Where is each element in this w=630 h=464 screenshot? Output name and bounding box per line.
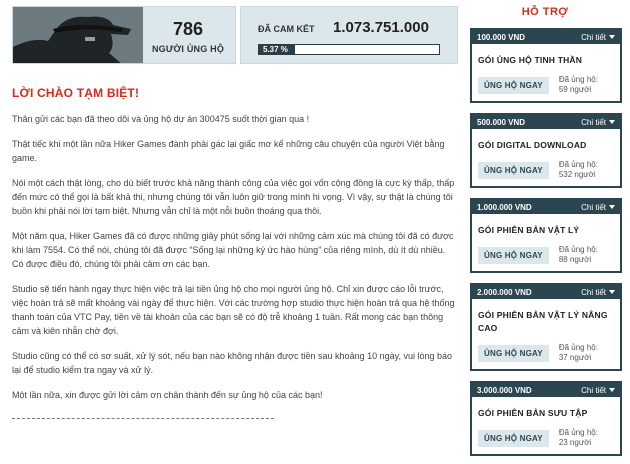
tier-header: [472, 285, 620, 299]
support-now-button[interactable]: ỦNG HỘ NGAY: [478, 430, 549, 447]
caret-down-icon: [609, 120, 615, 124]
funding-progress-bar: [258, 44, 440, 55]
tier-detail-toggle[interactable]: Chi tiết: [581, 203, 615, 212]
support-now-button[interactable]: ỦNG HỘ NGAY: [478, 162, 549, 179]
caret-down-icon: [609, 205, 615, 209]
dashed-divider: [12, 418, 274, 419]
tier-header: [472, 200, 620, 214]
pledged-stat-box: [240, 6, 458, 64]
tier-detail-toggle[interactable]: Chi tiết: [581, 33, 615, 42]
tier-backers: Đã ủng hộ: 88 người: [558, 245, 598, 264]
tier-name: GÓI PHIÊN BẢN SƯU TẬP: [478, 408, 588, 418]
reward-tier-card: [470, 113, 622, 188]
backers-label: NGƯỜI ỦNG HỘ: [151, 44, 225, 54]
support-now-button[interactable]: ỦNG HỘ NGAY: [478, 247, 549, 264]
tier-backers: Đã ủng hộ: 59 người: [558, 75, 598, 94]
caret-down-icon: [609, 388, 615, 392]
detective-silhouette-image: [13, 7, 143, 64]
announcement-paragraph: Một năm qua, Hiker Games đã có được những giây phút sống lại với những cảm xúc mà chúng tôi đã có được khi làm 7554. Có thể nói, chúng tôi đã được “Sống lại những ký ức hào hùng” của riêng mình, dù ít dù nhiều. Có được điều đó, chúng tôi phải cảm ơn các bạn.: [12, 231, 454, 269]
funding-progress-text: 5.37 %: [263, 45, 288, 54]
tier-backers: Đã ủng hộ: 23 người: [558, 428, 598, 447]
announcement-heading: LỜI CHÀO TẠM BIỆT!: [12, 86, 140, 100]
reward-tier-card: [470, 198, 622, 273]
reward-tier-card: [470, 283, 622, 371]
tier-price: 2.000.000 VND: [477, 287, 532, 297]
tier-header: [472, 30, 620, 44]
caret-down-icon: [609, 35, 615, 39]
announcement-paragraph: Studio cũng có thể có sơ suất, xử lý sót, nếu bạn nào không nhận được tiền sau khoảng 10 ngày, vui lòng báo lại để studio kiểm tra ngay và xử lý.: [12, 351, 452, 375]
announcement-paragraph: Studio sẽ tiến hành ngay thực hiện việc trả lại tiền ủng hộ cho mọi người ủng hộ. Chỉ xin được cáo lỗi trước, việc hoàn trả sẽ mất khoảng vài ngày để thực hiện. Với các trường hợp studio thực hiện hoàn trả qua hệ thống thanh toán của VTC Pay, tiền về tài khoản của các bạn sẽ có độ trễ khoảng 1 tuần. Rất mong các bạn thông cảm và kiên nhẫn chờ đợi.: [12, 284, 455, 336]
caret-down-icon: [609, 290, 615, 294]
tier-backers: Đã ủng hộ: 532 người: [558, 160, 598, 179]
announcement-paragraph: Thân gửi các bạn đã theo dõi và ủng hộ dự án 300475 suốt thời gian qua !: [12, 114, 310, 124]
announcement-paragraph: Nói một cách thật lòng, cho dù biết trước khả năng thành công của việc gọi vốn cộng đồng là cực kỳ thấp, thấp đến mức có thể gọi là bất khả thi, nhưng chúng tôi vẫn luôn giữ trong mình hi vọng. Vì vậy, sự thật là chúng tôi buồn khi phải nói lời tạm biệt. Nhưng vẫn chỉ là một nỗi buồn thoáng qua thôi.: [12, 178, 455, 216]
tier-price: 100.000 VND: [477, 32, 526, 42]
tier-header: [472, 383, 620, 397]
reward-tier-card: [470, 28, 622, 103]
announcement-section: [12, 86, 458, 413]
backers-count: 786: [172, 19, 204, 39]
tier-name: GÓI DIGITAL DOWNLOAD: [478, 140, 587, 150]
tier-name: GÓI PHIÊN BẢN VẬT LÝ: [478, 225, 580, 235]
reward-tier-card: [470, 381, 622, 456]
tier-header: [472, 115, 620, 129]
pledged-label: ĐÃ CAM KẾT: [258, 24, 315, 34]
tier-detail-toggle[interactable]: Chi tiết: [581, 386, 615, 395]
tier-detail-toggle[interactable]: Chi tiết: [581, 288, 615, 297]
tier-backers: Đã ủng hộ: 37 người: [558, 343, 598, 362]
pledged-amount: 1.073.751.000: [333, 19, 429, 36]
support-title: HỖ TRỢ: [521, 6, 569, 18]
tier-price: 500.000 VND: [477, 117, 526, 127]
support-now-button[interactable]: ỦNG HỘ NGAY: [478, 345, 549, 362]
tier-name: GÓI PHIÊN BẢN VẬT LÝ NÂNG CAO: [478, 310, 608, 333]
tier-price: 1.000.000 VND: [477, 202, 532, 212]
tier-detail-toggle[interactable]: Chi tiết: [581, 118, 615, 127]
announcement-paragraph: Thật tiếc khi một lần nữa Hiker Games đành phải gác lại giấc mơ kể những câu chuyện của người Việt bằng game.: [12, 139, 445, 163]
tier-price: 3.000.000 VND: [477, 385, 532, 395]
support-now-button[interactable]: ỦNG HỘ NGAY: [478, 77, 549, 94]
tier-name: GÓI ỦNG HỘ TINH THẦN: [478, 55, 583, 65]
backers-stat-box: [12, 6, 236, 64]
announcement-paragraph: Một lần nữa, xin được gửi lời cảm ơn chân thành đến sự ủng hộ của các bạn!: [12, 390, 323, 400]
